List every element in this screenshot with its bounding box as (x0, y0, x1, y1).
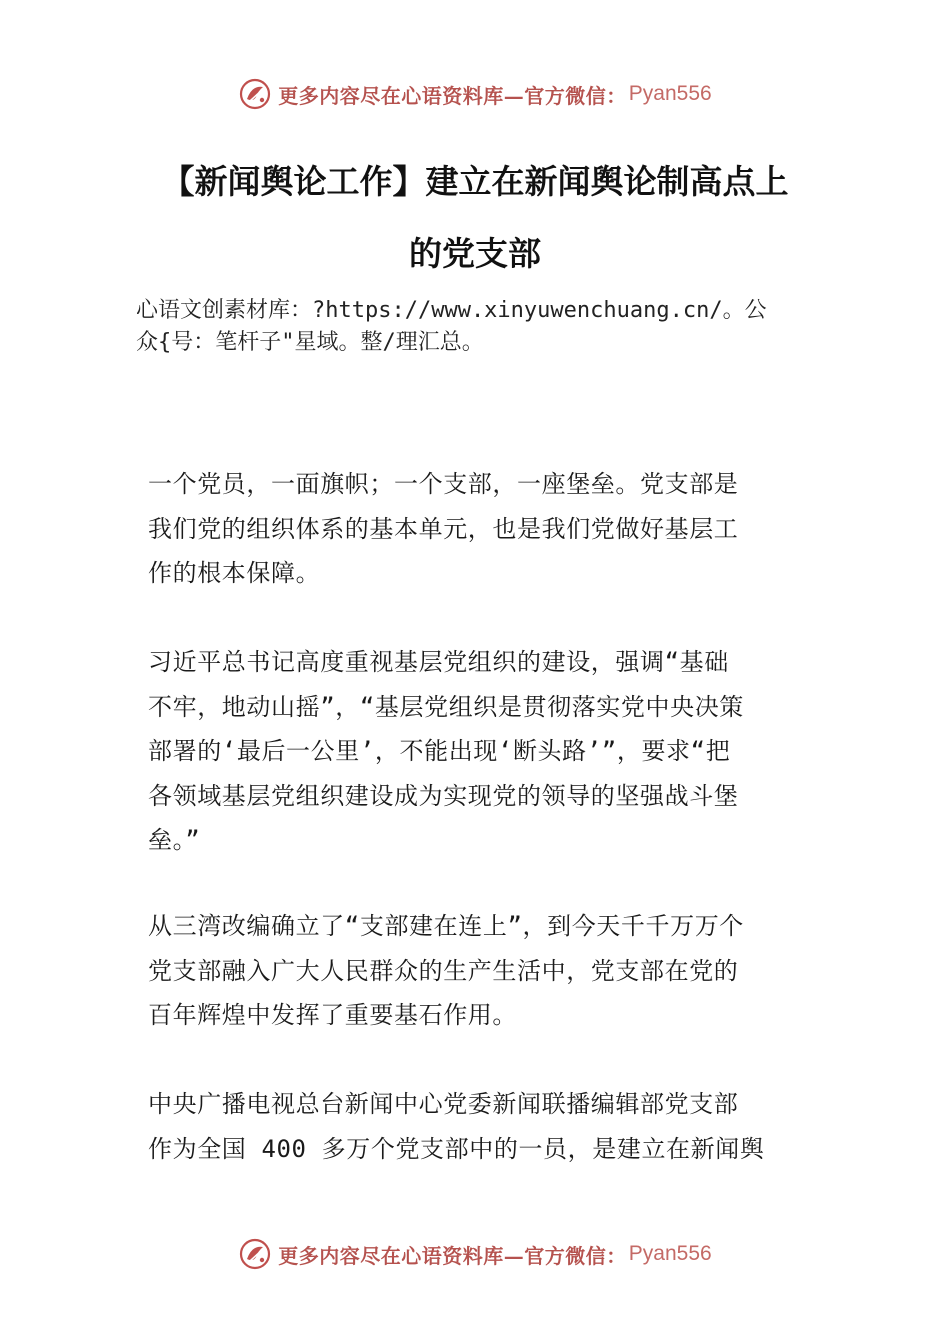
paragraph-line: 从三湾改编确立了“支部建在连上”，到今天千千万万个 (148, 912, 744, 940)
paragraph-line: 党支部融入广大人民群众的生产生活中，党支部在党的 (148, 956, 739, 985)
paragraph-line: 习近平总书记高度重视基层党组织的建设，强调“基础 (148, 648, 729, 676)
paragraph-line: 垒。” (148, 826, 201, 854)
paragraph-line: 作为全国 400 多万个党支部中的一员，是建立在新闻舆 (148, 1134, 765, 1163)
paragraph-line: 作的根本保障。 (148, 559, 321, 587)
paragraph-line: 一个党员，一面旗帜；一个支部，一座堡垒。党支部是 (148, 470, 739, 498)
paragraph-line: 部署的‘最后一公里’，不能出现‘断头路’”，要求“把 (148, 737, 731, 765)
brand-logo-icon (238, 77, 272, 111)
source-note-line-2: 众{号：笔杆子"星域。整/理汇总。 (136, 330, 484, 355)
header-watermark-banner (0, 74, 950, 114)
paragraph-line: 我们党的组织体系的基本单元，也是我们党做好基层工 (148, 514, 739, 543)
body-paragraph-2 (148, 640, 818, 863)
footer-watermark-banner (0, 1234, 950, 1274)
banner-wechat-id: Pyan556 (628, 82, 712, 105)
source-note-line-1: 心语文创素材库：?https://www.xinyuwenchuang.cn/。公 (136, 298, 767, 323)
document-title-line-1: 【新闻舆论工作】建立在新闻舆论制高点上 (161, 162, 789, 201)
document-title-line-2: 的党支部 (409, 234, 541, 273)
paragraph-line: 百年辉煌中发挥了重要基石作用。 (148, 1001, 517, 1029)
paragraph-line: 不牢，地动山摇”，“基层党组织是贯彻落实党中央决策 (148, 692, 744, 721)
paragraph-line: 各领域基层党组织建设成为实现党的领导的坚强战斗堡 (148, 781, 739, 810)
body-paragraph-1 (148, 462, 818, 596)
body-paragraph-3 (148, 904, 818, 1038)
brand-logo-icon (238, 1237, 272, 1271)
body-paragraph-4 (148, 1082, 818, 1171)
banner-text: 更多内容尽在心语资料库—官方微信： (278, 83, 627, 108)
banner-text: 更多内容尽在心语资料库—官方微信： (278, 1243, 627, 1268)
banner-wechat-id: Pyan556 (628, 1242, 712, 1265)
paragraph-line: 中央广播电视总台新闻中心党委新闻联播编辑部党支部 (148, 1090, 739, 1118)
